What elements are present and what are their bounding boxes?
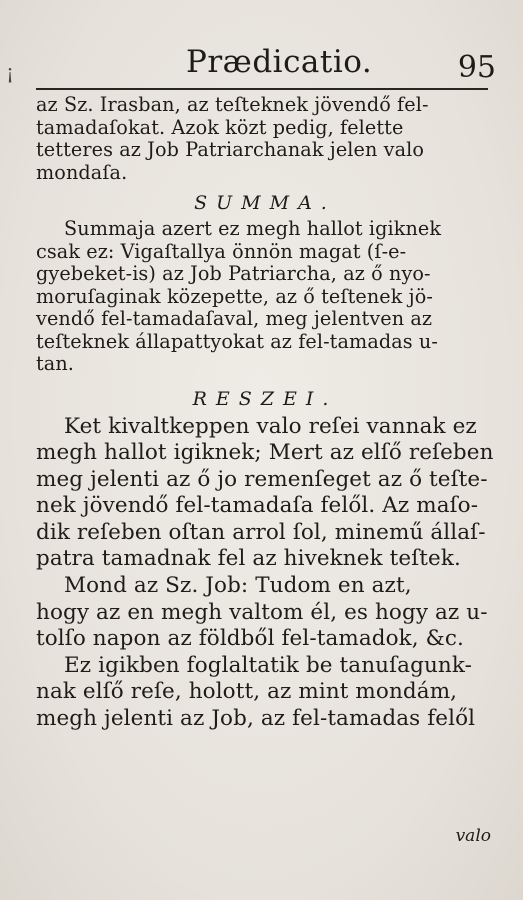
text-line: Mond az Sz. Job: Tudom en azt, xyxy=(64,573,412,599)
page-body xyxy=(36,94,494,733)
margin-mark: ¡ xyxy=(6,60,15,84)
text-line: megh hallot igiknek; Mert az elſő reſeben xyxy=(36,440,494,466)
paragraph-summa xyxy=(36,218,494,376)
header-rule xyxy=(36,88,488,90)
text-line: meg jelenti az ő jo remenſeget az ő teſte- xyxy=(36,466,488,492)
paragraph-quote xyxy=(36,573,494,653)
section-heading-reszei: RESZEI. xyxy=(192,387,338,410)
section-heading-summa: SUMMA. xyxy=(194,192,336,214)
text-line: patra tamadnak fel az hiveknek teſtek. xyxy=(36,546,461,572)
text-line: az Sz. Irasban, az teſteknek jövendő fel- xyxy=(36,93,429,116)
text-line: tolſo napon az földből fel-tamadok, &c. xyxy=(36,626,464,652)
text-line: nak elſő reſe, holott, az mint mondám, xyxy=(36,679,458,705)
text-line: vendő fel-tamadaſaval, meg jelentven az xyxy=(36,307,433,330)
paragraph-intro-end xyxy=(36,94,494,184)
text-line: mondaſa. xyxy=(36,160,128,184)
text-line: moruſaginak közepette, az ő teſtenek jö- xyxy=(36,284,433,308)
catchword: valo xyxy=(455,826,491,846)
text-line: dik reſeben oſtan arrol ſol, minemű állaſ- xyxy=(36,519,486,545)
running-title: Prædicatio. xyxy=(186,44,373,80)
text-line: tan. xyxy=(36,352,75,375)
text-line: tetteres az Job Patriarchanak jelen valo xyxy=(36,138,424,161)
text-line: Ket kivaltkeppen valo reſei vannak ez xyxy=(64,413,477,439)
text-line: gyebeket-is) az Job Patriarcha, az ő nyo- xyxy=(36,262,431,285)
text-line: Ez igikben foglaltatik be tanuſagunk- xyxy=(64,652,472,678)
text-line: csak ez: Vigaſtallya önnön magat (ſ-e- xyxy=(36,239,407,263)
text-line: tamadaſokat. Azok közt pedig, felette xyxy=(36,115,404,139)
paragraph-reszei xyxy=(36,414,494,574)
paragraph-first-part xyxy=(36,653,494,733)
text-line: Summaja azert ez megh hallot igiknek xyxy=(64,217,442,240)
page-number: 95 xyxy=(457,50,496,85)
text-line: hogy az en megh valtom él, es hogy az u- xyxy=(36,599,488,625)
text-line: megh jelenti az Job, az fel-tamadas felől xyxy=(36,706,476,732)
text-line: nek jövendő fel-tamadaſa felől. Az maſo- xyxy=(36,493,479,519)
page-header xyxy=(36,44,496,84)
text-line: teſteknek állapattyokat az fel-tamadas u- xyxy=(36,329,438,353)
